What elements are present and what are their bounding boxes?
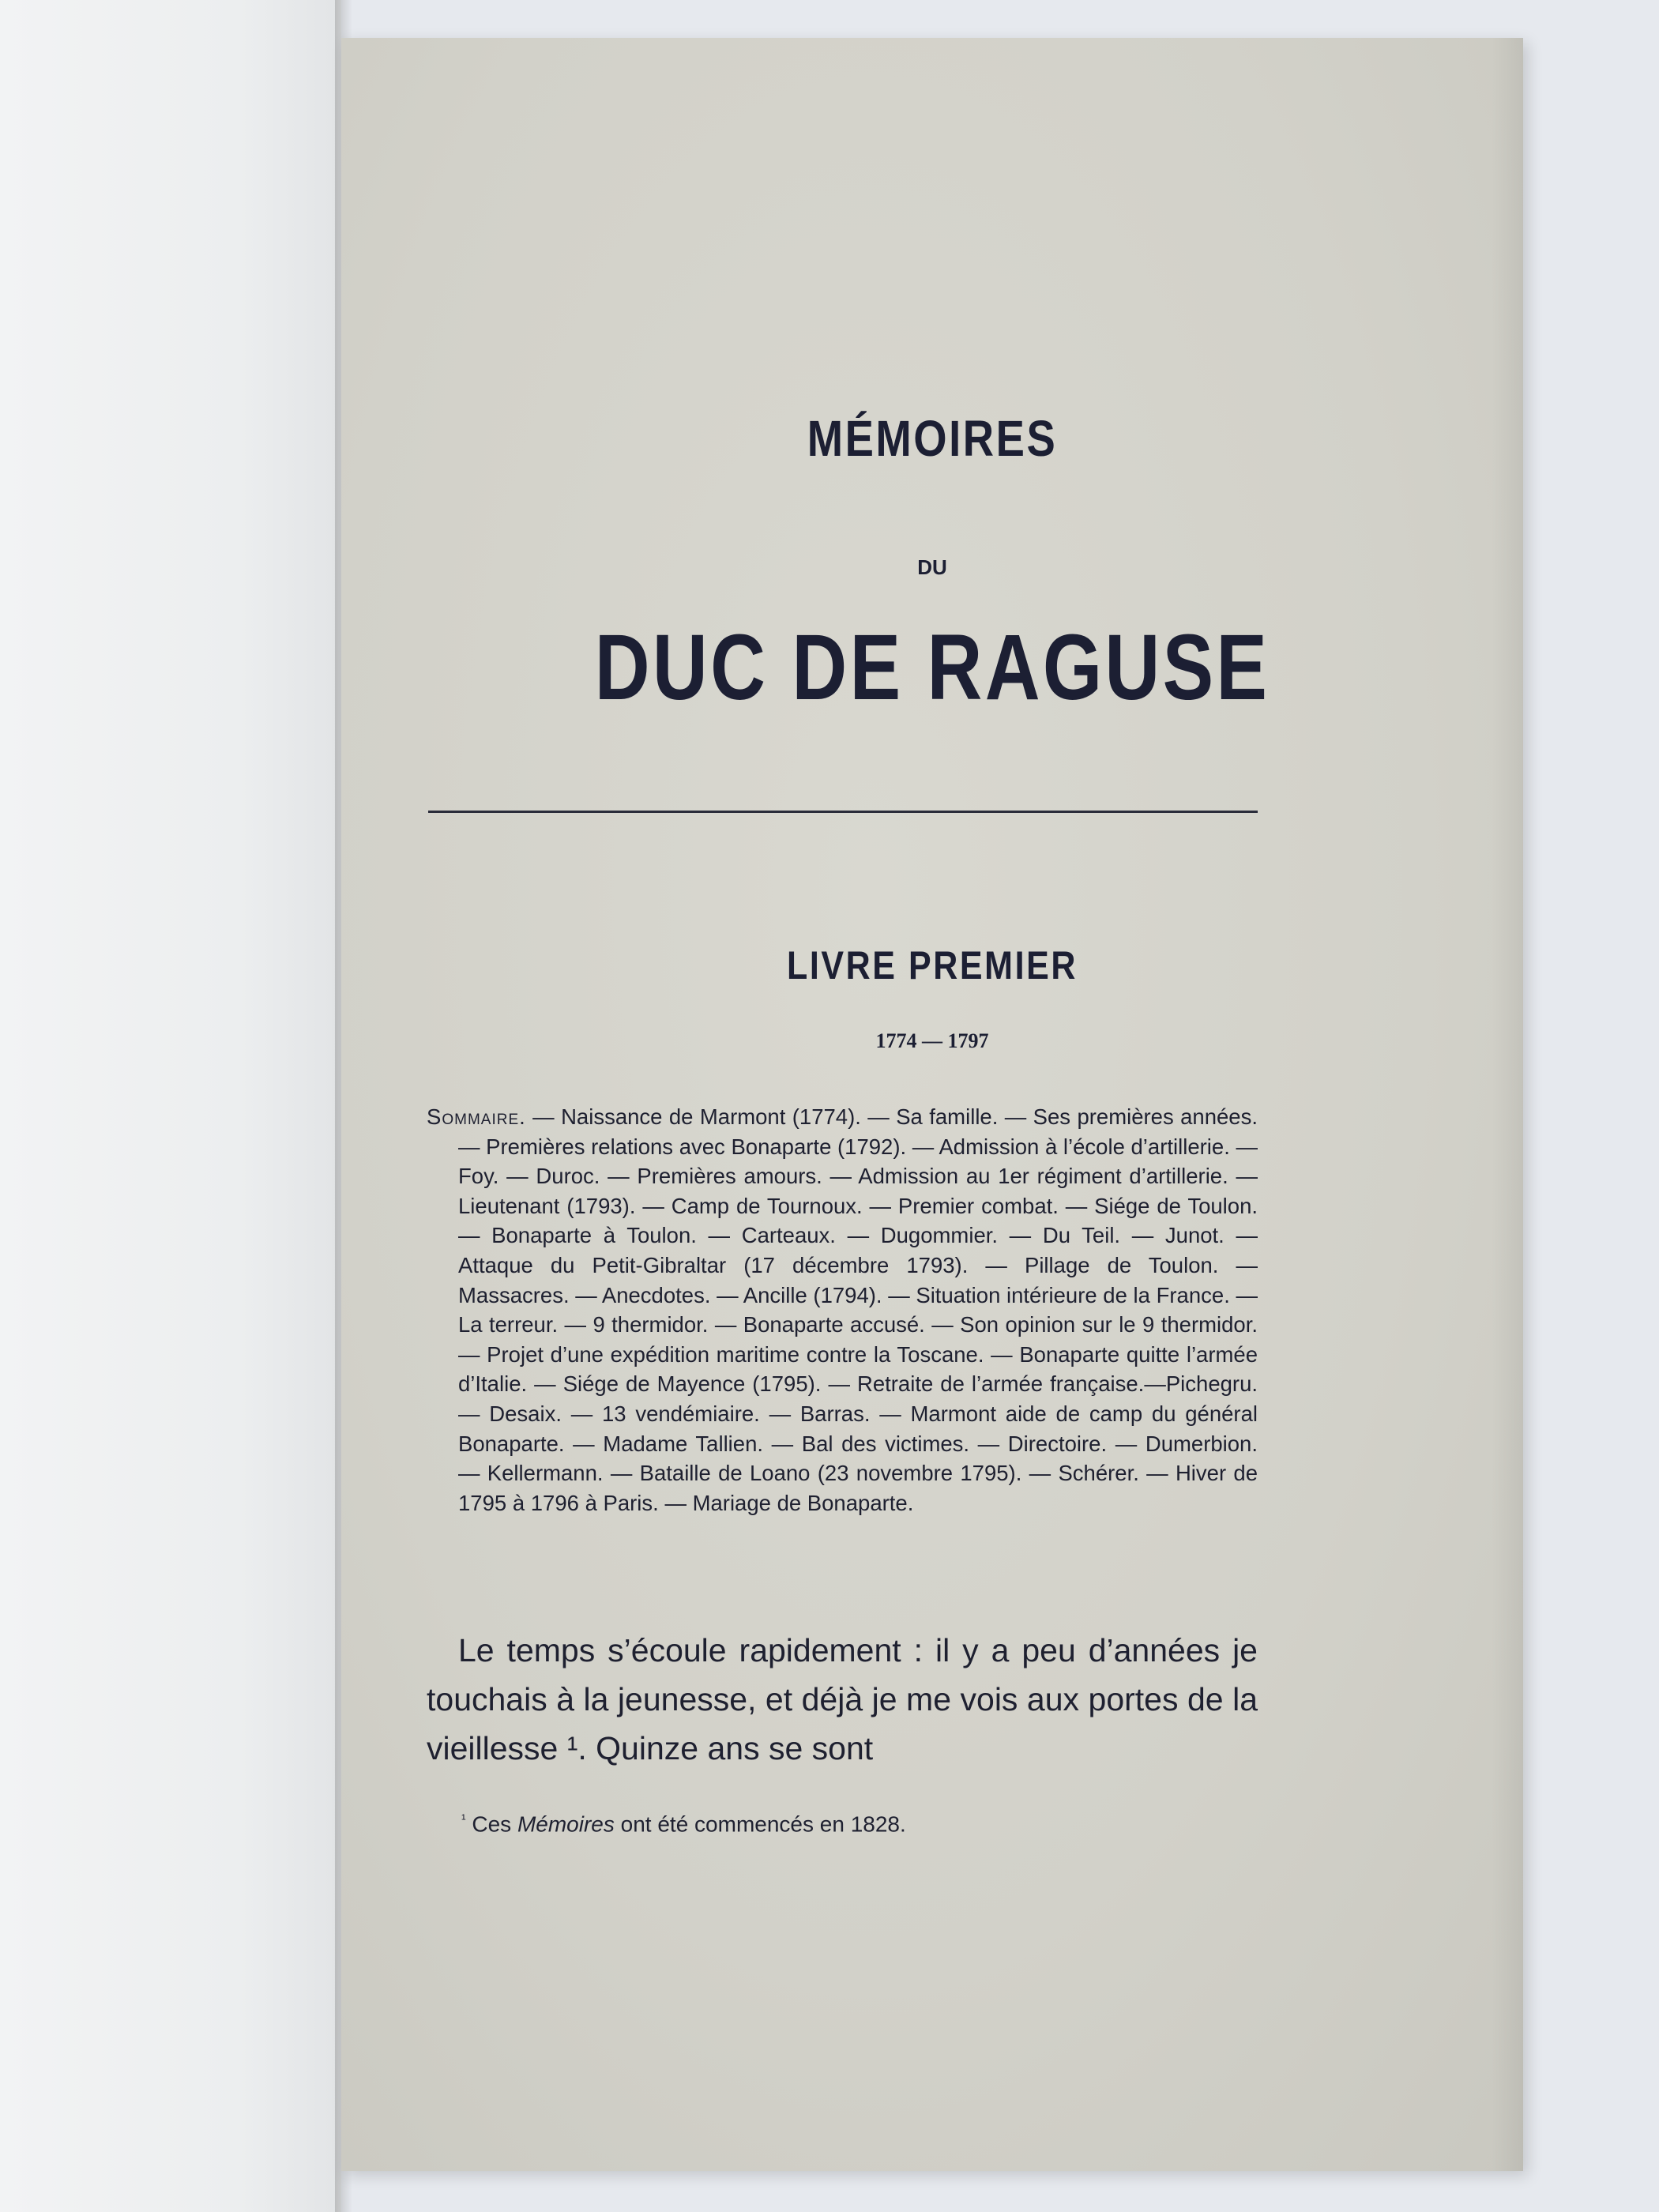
title-memoires: MÉMOIRES bbox=[807, 410, 1058, 467]
summary-paragraph bbox=[427, 1102, 1258, 1518]
book-heading: LIVRE PREMIER bbox=[786, 943, 1078, 988]
footnote-after: ont été commencés en 1828. bbox=[614, 1811, 906, 1837]
footnote bbox=[461, 1811, 1251, 1837]
summary-block bbox=[427, 1102, 1258, 1518]
footnote-marker: ¹ bbox=[461, 1811, 466, 1826]
body-paragraph: Le temps s’écoule rapidement : il y a peu d’années je touchais à la jeunesse, et déjà je me vois aux portes de la vieillesse ¹. Quinze ans se sont bbox=[427, 1632, 1258, 1766]
page-edge-shadow bbox=[1492, 38, 1523, 2171]
book-years: 1774 — 1797 bbox=[875, 1029, 989, 1052]
summary-text: — Naissance de Marmont (1774). — Sa famille. — Ses premières années. — Premières relations avec Bonaparte (1792). — Admission à l’école d’artillerie. — Foy. — Duroc. — Premières amours. — Admission au 1er régiment d’artillerie. — Lieutenant (1793). — Camp de Tournoux. — Premier combat. — Siége de Toulon. — Bonaparte à Toulon. — Carteaux. — Dugommier. — Du Teil. — Junot. — Attaque du Petit-Gibraltar (17 décembre 1793). — Pillage de Toulon. — Massacres. — Anecdotes. — Ancille (1794). — Situation intérieure de la France. — La terreur. — 9 thermidor. — Bonaparte accusé. — Son opinion sur le 9 thermidor. — Projet d’une expédition maritime contre la Toscane. — Bonaparte quitte l’armée d’Italie. — Siége de Mayence (1795). — Retraite de l’armée française.—Pichegru. — Desaix. — 13 vendémiaire. — Barras. — Marmont aide de camp du général Bonaparte. — Madame Tallien. — Bal des victimes. — Directoire. — Dumerbion. — Kellermann. — Bataille de Loano (23 novembre 1795). — Schérer. — Hiver de 1795 à 1796 à Paris. — Mariage de Bonaparte. bbox=[458, 1104, 1258, 1515]
footnote-before: Ces bbox=[465, 1811, 517, 1837]
title-duc-de-raguse: DUC DE RAGUSE bbox=[594, 615, 1270, 720]
summary-label: Sommaire. bbox=[427, 1104, 526, 1129]
body-text-block bbox=[427, 1626, 1258, 1773]
facing-page bbox=[0, 0, 341, 2212]
title-du: DU bbox=[917, 555, 947, 579]
footnote-italic: Mémoires bbox=[517, 1811, 615, 1837]
title-rule bbox=[428, 811, 1258, 813]
book-page bbox=[341, 38, 1523, 2171]
